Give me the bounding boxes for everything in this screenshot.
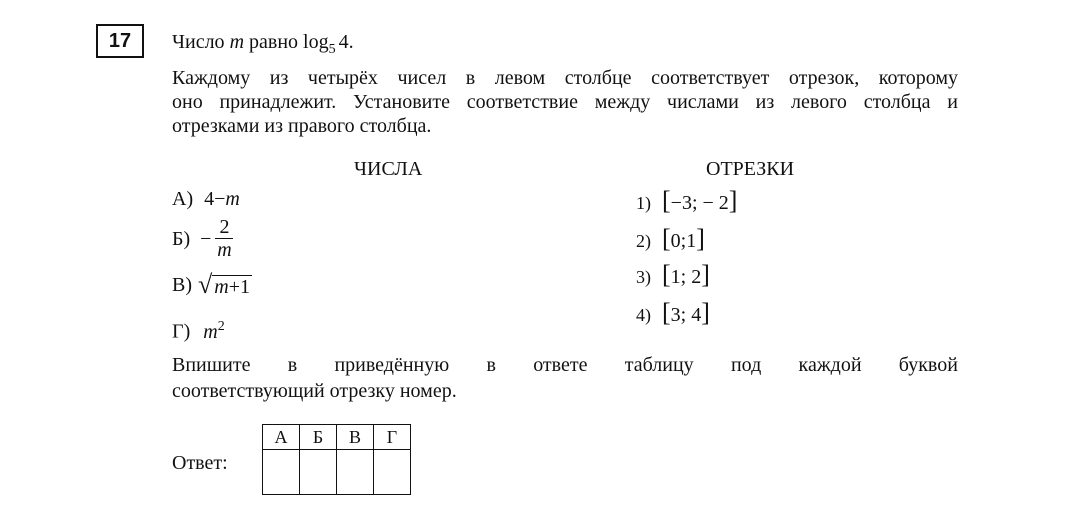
radicand-var: m [214, 276, 229, 298]
task-intro [172, 29, 354, 63]
expr-var: m [225, 188, 240, 210]
segment-option-2: 2) [0;1] [636, 224, 705, 253]
task-number-box [96, 24, 144, 58]
log-arg: 4 [338, 31, 349, 53]
expr-sign: − [200, 227, 212, 250]
option-label: 1) [636, 193, 651, 213]
expr-const: 4 [204, 188, 215, 210]
instructions-line-2: оно принадлежит. Установите соответствие между числами из левого столбца и [172, 91, 958, 113]
footer-word: ответе [533, 354, 588, 376]
interval-text: 1; 2 [670, 266, 702, 288]
expr-op: − [214, 188, 226, 210]
number-option-b [172, 216, 233, 261]
footer-word: Впишите [172, 354, 251, 376]
footer-word: таблицу [624, 354, 694, 376]
interval-text: 3; 4 [670, 304, 702, 326]
answer-cell-a[interactable] [263, 450, 300, 495]
segment-option-4: 4) [3; 4] [636, 298, 710, 327]
footer-word: в [486, 354, 496, 376]
task-instructions [172, 66, 958, 138]
answer-cell-c[interactable] [337, 450, 374, 495]
segments-header: ОТРЕЗКИ [706, 158, 795, 180]
number-option-a [172, 186, 240, 212]
segment-option-1: 1) [−3; − 2] [636, 186, 738, 215]
answer-table-input-row [263, 450, 411, 495]
footer-word: в [287, 354, 298, 376]
numbers-header: ЧИСЛА [354, 158, 423, 180]
answer-column-d: Г [374, 425, 411, 450]
numerator: 2 [215, 216, 233, 239]
answer-cell-b[interactable] [300, 450, 337, 495]
number-option-d [172, 314, 225, 345]
answer-cell-d[interactable] [374, 450, 411, 495]
log-word: log [303, 31, 329, 53]
option-label: Г) [172, 320, 191, 343]
answer-table [262, 424, 411, 495]
option-label: 3) [636, 267, 651, 287]
option-label: Б) [172, 227, 191, 250]
option-label: В) [172, 274, 192, 296]
power-exponent: 2 [217, 319, 225, 334]
option-label: 2) [636, 231, 651, 251]
log-base: 5 [328, 42, 336, 57]
sqrt-expression [198, 272, 252, 298]
answer-label: Ответ: [172, 452, 228, 474]
option-label: 4) [636, 305, 651, 325]
radicand-rest: +1 [228, 276, 251, 298]
intro-prefix: Число [172, 31, 225, 53]
fraction [215, 216, 233, 261]
answer-table-header-row [263, 425, 411, 450]
interval-text: 0;1 [670, 230, 697, 252]
intro-end: . [348, 31, 354, 53]
intro-variable: m [229, 31, 245, 53]
task-number: 17 [108, 29, 132, 52]
footer-line-1 [172, 352, 958, 378]
answer-column-b: Б [300, 425, 337, 450]
answer-column-c: В [337, 425, 374, 450]
interval-text: −3; − 2 [670, 192, 729, 214]
denominator: m [217, 239, 232, 261]
footer-word: приведённую [334, 354, 450, 376]
footer-line-2: соответствующий отрезку номер. [172, 380, 457, 402]
instructions-line-1: Каждому из четырёх чисел в левом столбце соответствует отрезок, которому [172, 67, 958, 89]
segment-option-3: 3) [1; 2] [636, 260, 710, 289]
footer-word: каждой [798, 354, 862, 376]
option-label: А) [172, 188, 194, 210]
number-option-c [172, 272, 252, 298]
footer-word: буквой [898, 354, 958, 376]
intro-mid: равно [249, 31, 299, 53]
footer-word: под [730, 354, 762, 376]
power-base: m [203, 320, 218, 343]
instructions-line-3: отрезками из правого столбца. [172, 115, 432, 137]
radical-sign-icon: √ [198, 270, 213, 299]
answer-column-a: А [263, 425, 300, 450]
